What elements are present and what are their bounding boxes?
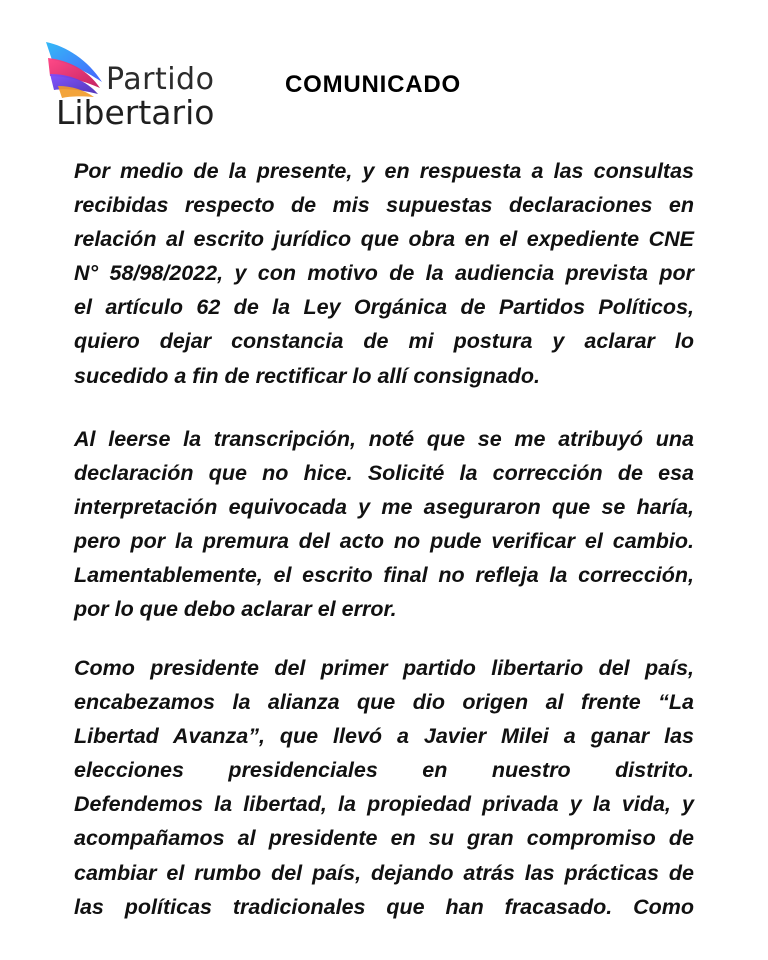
paragraph-line: declaración que no hice. Solicité la corrección de esa xyxy=(74,461,694,486)
paragraph-line: sucedido a fin de rectificar lo allí consignado. xyxy=(74,363,540,388)
paragraph-1 xyxy=(74,154,694,393)
paragraph-line: el artículo 62 de la Ley Orgánica de Partidos Políticos, xyxy=(74,295,694,320)
party-logo xyxy=(44,40,224,135)
paragraph-line: encabezamos la alianza que dio origen al frente “La xyxy=(74,690,694,715)
paragraph-line: recibidas respecto de mis supuestas declaraciones en xyxy=(74,193,694,218)
paragraph-line: Defendemos la libertad, la propiedad privada y la vida, y xyxy=(74,792,694,817)
paragraph-line: acompañamos al presidente en su gran compromiso de xyxy=(74,826,694,851)
paragraph-line: N° 58/98/2022, y con motivo de la audiencia prevista por xyxy=(74,261,694,286)
paragraph-line: por lo que debo aclarar el error. xyxy=(74,597,397,622)
paragraph-line: pero por la premura del acto no pude verificar el cambio. xyxy=(74,529,694,554)
paragraph-3 xyxy=(74,651,694,924)
paragraph-line: Al leerse la transcripción, noté que se me atribuyó una xyxy=(74,427,694,451)
logo-word-partido: Partido xyxy=(106,62,215,97)
paragraph-line: Por medio de la presente, y en respuesta a las consultas xyxy=(74,159,694,183)
paragraph-line: relación al escrito jurídico que obra en el expediente CNE xyxy=(74,227,694,252)
paragraph-line: quiero dejar constancia de mi postura y aclarar lo xyxy=(74,329,694,354)
paragraph-2 xyxy=(74,422,694,627)
paragraph-line: Libertad Avanza”, que llevó a Javier Milei a ganar las xyxy=(74,724,694,749)
document-title: COMUNICADO xyxy=(285,71,461,98)
paragraph-line: elecciones presidenciales en nuestro distrito. xyxy=(74,758,694,783)
wing-logo-icon xyxy=(44,40,106,98)
paragraph-line: Como presidente del primer partido libertario del país, xyxy=(74,656,694,680)
logo-word-libertario: Libertario xyxy=(56,93,215,132)
paragraph-line: interpretación equivocada y me aseguraron que se haría, xyxy=(74,495,694,520)
paragraph-line: cambiar el rumbo del país, dejando atrás las prácticas de xyxy=(74,860,694,885)
paragraph-line: las políticas tradicionales que han fracasado. Como xyxy=(74,894,694,919)
paragraph-line: Lamentablemente, el escrito final no refleja la corrección, xyxy=(74,563,694,588)
